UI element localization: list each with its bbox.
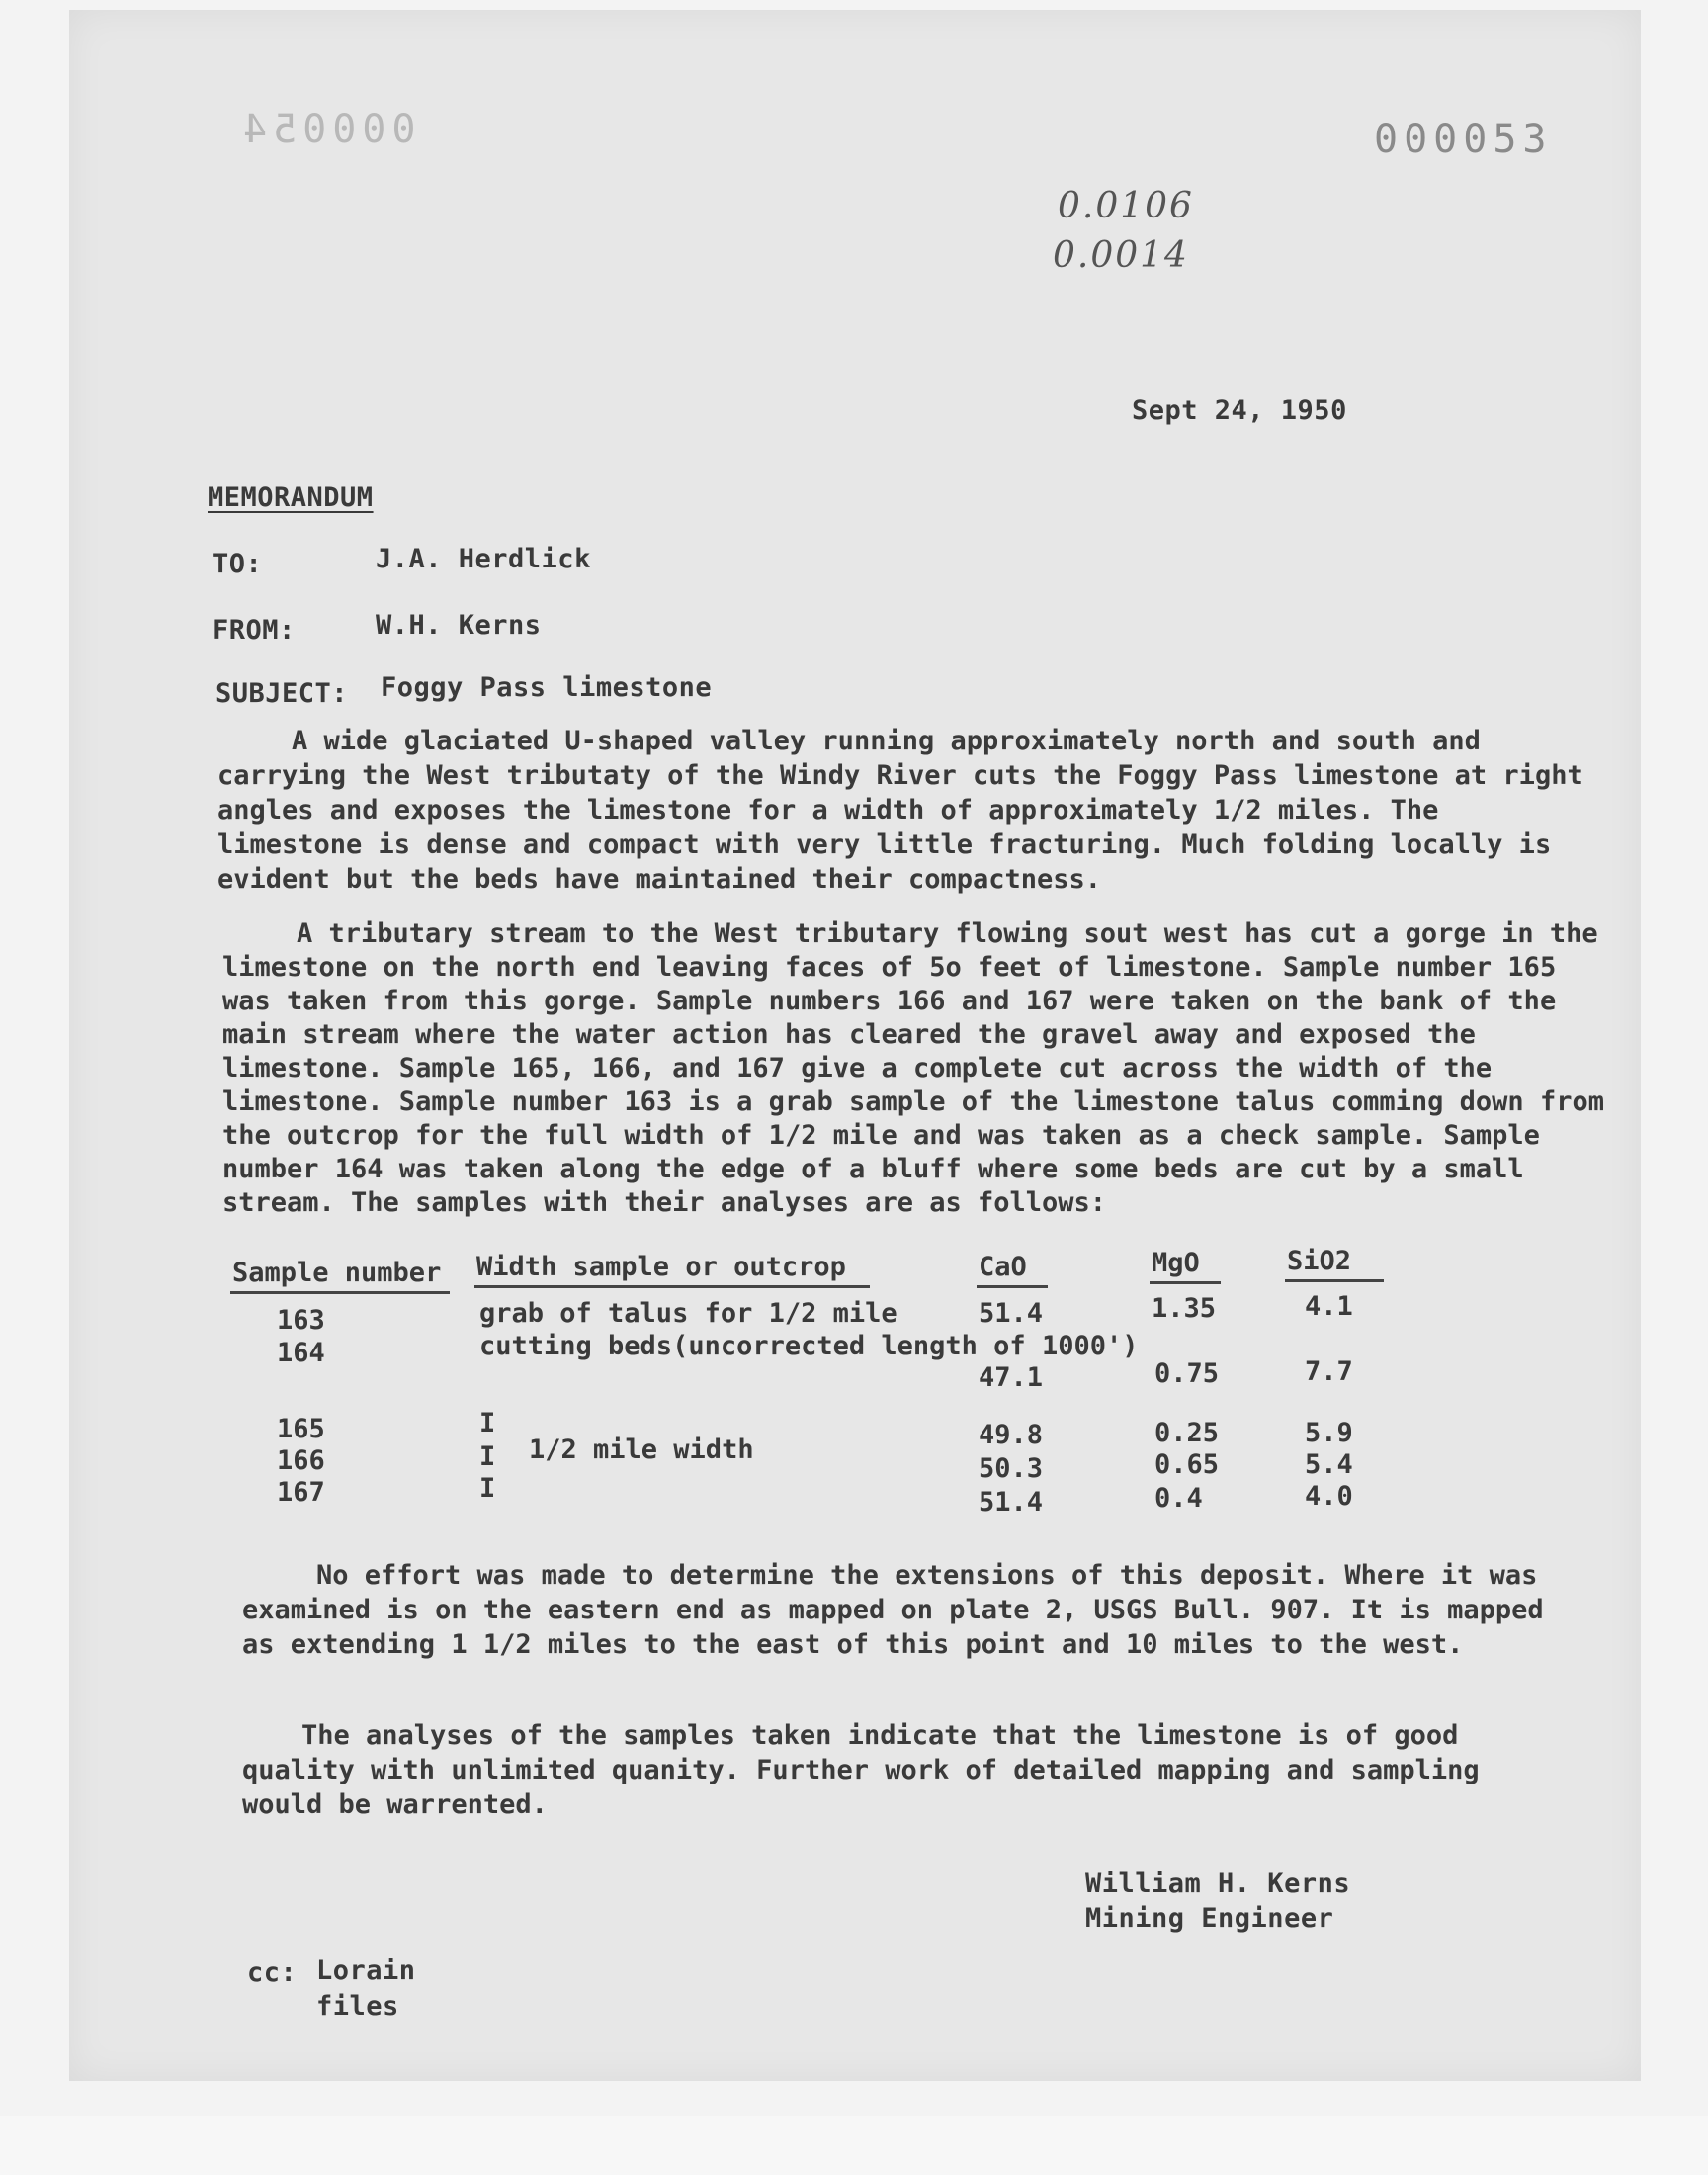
paragraph-4-text: The analyses of the samples taken indicate that the limestone is of good quality with unlimited quanity. Further work of detailed mapping and sampling would be warrented.	[242, 1720, 1480, 1820]
table-cell-cao: 51.4	[979, 1298, 1044, 1329]
table-header-cao-underline	[977, 1285, 1048, 1288]
table-header-width-underline	[474, 1285, 870, 1288]
scan-background	[0, 2116, 1708, 2175]
paragraph-3	[242, 1558, 1586, 1662]
faded-stamp-number: 000054	[237, 107, 416, 152]
table-cell-mgo: 1.35	[1152, 1293, 1217, 1324]
table-cell-cao: 51.4	[979, 1487, 1044, 1518]
subject-label: SUBJECT:	[215, 678, 349, 709]
to-value: J.A. Herdlick	[376, 544, 591, 574]
memo-date: Sept 24, 1950	[1132, 395, 1347, 426]
signature-title: Mining Engineer	[1085, 1903, 1334, 1934]
table-cell-mgo: 0.65	[1154, 1449, 1220, 1480]
table-header-cao: CaO	[979, 1252, 1027, 1282]
handwritten-note-line1: 0.0106	[1058, 186, 1194, 226]
cc-label: cc:	[247, 1958, 298, 1988]
table-header-mgo: MgO	[1152, 1248, 1200, 1278]
from-label: FROM:	[213, 615, 296, 646]
table-header-sample: Sample number	[232, 1258, 442, 1288]
table-cell-width: I	[479, 1473, 496, 1504]
table-cell-cao: 47.1	[979, 1362, 1044, 1393]
table-header-sio2: SiO2	[1287, 1246, 1352, 1276]
page-stamp-number: 000053	[1374, 117, 1553, 162]
memo-title: MEMORANDUM	[208, 482, 374, 513]
table-cell-sio2: 5.4	[1305, 1449, 1353, 1480]
signature-name: William H. Kerns	[1085, 1869, 1351, 1899]
table-cell-sio2: 7.7	[1305, 1356, 1353, 1387]
paragraph-1-text: A wide glaciated U-shaped valley running approximately north and south and carrying the West tributaty of the Windy River cuts the Foggy Pass limestone at right angles and exposes the limestone for a width of approximately 1/2 miles. The limestone is dense and compact with very little fracturing. Much folding locally is evident but the beds have maintained their compactness.	[217, 726, 1583, 895]
table-cell-sample: 164	[277, 1338, 325, 1368]
table-header-sample-underline	[230, 1291, 450, 1294]
from-value: W.H. Kerns	[376, 610, 542, 641]
paragraph-4	[242, 1718, 1527, 1822]
table-cell-width: I	[479, 1408, 496, 1438]
table-cell-sio2: 4.1	[1305, 1291, 1353, 1322]
paragraph-2	[222, 917, 1606, 1220]
table-cell-sio2: 5.9	[1305, 1418, 1353, 1448]
table-cell-sio2: 4.0	[1305, 1481, 1353, 1512]
paragraph-1	[217, 724, 1591, 897]
paragraph-2-text: A tributary stream to the West tributary flowing sout west has cut a gorge in the limestone on the north end leaving faces of 5o feet of limestone. Sample number 165 was taken from this gorge. Sample numbers 166 and 167 were taken on the bank of the main stream where the water action has cleared the gravel away and exposed the limestone. Sample 165, 166, and 167 give a complete cut across the width of the limestone. Sample number 163 is a grab sample of the limestone talus comming down from the outcrop for the full width of 1/2 mile and was taken as a check sample. Sample number 164 was taken along the edge of a bluff where some beds are cut by a small stream. The samples with their analyses are as follows:	[222, 918, 1604, 1218]
memo-page	[69, 10, 1641, 2081]
table-header-sio2-underline	[1285, 1279, 1384, 1282]
subject-value: Foggy Pass limestone	[381, 672, 713, 703]
table-cell-sample: 167	[277, 1477, 325, 1508]
table-cell-sample: 165	[277, 1414, 325, 1444]
table-cell-mgo: 0.75	[1154, 1358, 1220, 1389]
table-cell-width: grab of talus for 1/2 mile	[479, 1298, 897, 1329]
table-cell-width: cutting beds(uncorrected length of 1000')	[479, 1331, 1139, 1361]
to-label: TO:	[213, 549, 263, 579]
cc-line2: files	[316, 1991, 399, 2022]
table-cell-mgo: 0.25	[1154, 1418, 1220, 1448]
table-cell-sample: 166	[277, 1445, 325, 1476]
table-cell-width: I	[479, 1441, 496, 1472]
paragraph-3-text: No effort was made to determine the extensions of this deposit. Where it was examined is on the eastern end as mapped on plate 2, USGS Bull. 907. It is mapped as extending 1 1/2 miles to the east of this point and 10 miles to the west.	[242, 1560, 1544, 1660]
table-group-label: 1/2 mile width	[529, 1435, 754, 1465]
table-cell-sample: 163	[277, 1305, 325, 1336]
table-cell-mgo: 0.4	[1154, 1483, 1203, 1514]
table-header-width: Width sample or outcrop	[476, 1252, 846, 1282]
table-header-mgo-underline	[1150, 1281, 1221, 1284]
handwritten-note-line2: 0.0014	[1053, 235, 1189, 276]
cc-line1: Lorain	[316, 1956, 416, 1986]
table-cell-cao: 49.8	[979, 1420, 1044, 1450]
table-cell-cao: 50.3	[979, 1453, 1044, 1484]
